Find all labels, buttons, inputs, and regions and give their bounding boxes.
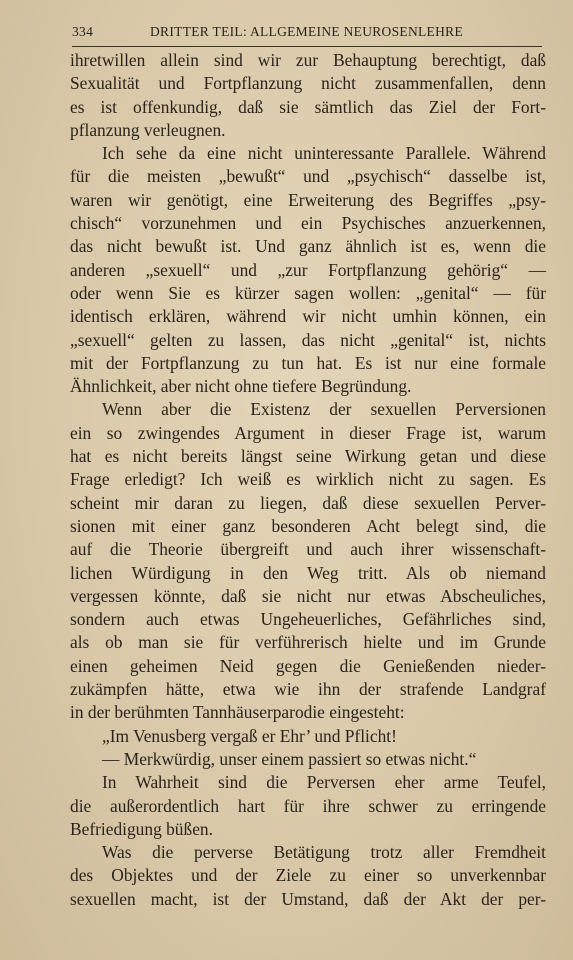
text-line: „sexuell“ gelten zu lassen, das nicht „genital“ ist, nichts (70, 329, 546, 350)
text-line: pflanzung verleugnen. (70, 119, 226, 140)
text-line: chisch“ vorzunehmen und ein Psychisches anzuerkennen, (70, 213, 546, 234)
text-line: scheint mir daran zu liegen, daß diese sexuellen Perver- (70, 492, 546, 513)
text-line: Ich sehe da eine nicht uninteressante Parallele. Während (102, 143, 546, 164)
text-line: lichen Würdigung in den Weg tritt. Als ob niemand (70, 562, 546, 583)
text-line: waren wir genötigt, eine Erweiterung des Begriffes „psy- (70, 189, 546, 210)
text-line: sondern auch etwas Ungeheuerliches, Gefährliches sind, (70, 609, 546, 630)
text-line: als ob man sie für verführerisch hielte und im Grunde (70, 632, 546, 653)
text-line: in der berühmten Tannhäuserparodie eingesteht: (70, 702, 405, 723)
text-line: auf die Theorie übergreift und auch ihrer wissenschaft- (70, 539, 546, 560)
text-line: Ähnlichkeit, aber nicht ohne tiefere Begründung. (70, 376, 412, 397)
text-line: vergessen könnte, daß sie nicht nur etwas Abscheuliches, (70, 585, 546, 606)
text-line: die außerordentlich hart für ihre schwer zu erringende (70, 795, 546, 816)
text-line: sionen mit einer ganz besonderen Acht belegt sind, die (70, 515, 546, 536)
text-line: mit der Fortpflanzung zu tun hat. Es ist nur eine formale (70, 352, 546, 373)
running-title: DRITTER TEIL: ALLGEMEINE NEUROSENLEHRE (150, 24, 463, 39)
text-line: Was die perverse Betätigung trotz aller Fremdheit (102, 842, 546, 863)
running-header (72, 22, 542, 47)
text-line: Frage erledigt? Ich weiß es wirklich nicht zu sagen. Es (70, 469, 546, 490)
text-line: Sexualität und Fortpflanzung nicht zusammenfallen, denn (70, 73, 546, 94)
text-line: In Wahrheit sind die Perversen eher arme Teufel, (102, 772, 546, 793)
text-line: „Im Venusberg vergaß er Ehr’ und Pflicht! (102, 725, 397, 746)
text-line: oder wenn Sie es kürzer sagen wollen: „genital“ — für (70, 282, 546, 303)
text-line: hat es nicht bereits längst seine Wirkung getan und diese (70, 446, 546, 467)
text-line: Befriedigung büßen. (70, 818, 213, 839)
text-line: für die meisten „bewußt“ und „psychisch“ dasselbe ist, (70, 166, 546, 187)
text-line: des Objektes und der Ziele zu einer so unverkennbar (70, 865, 546, 886)
text-line: sexuellen macht, ist der Umstand, daß der Akt der per- (70, 888, 546, 909)
text-line: identisch erklären, während wir nicht umhin können, ein (70, 306, 546, 327)
body-text (70, 49, 546, 911)
text-line: anderen „sexuell“ und „zur Fortpflanzung gehörig“ — (70, 259, 546, 280)
text-line: Wenn aber die Existenz der sexuellen Perversionen (102, 399, 546, 420)
text-line: einen geheimen Neid gegen die Genießenden nieder- (70, 655, 546, 676)
text-line: es ist offenkundig, daß sie sämtlich das Ziel der Fort- (70, 96, 546, 117)
text-line: zukämpfen hätte, etwa wie ihn der strafende Landgraf (70, 679, 546, 700)
page-number: 334 (72, 24, 94, 39)
text-line: ihretwillen allein sind wir zur Behauptung berechtigt, daß (70, 50, 546, 70)
text-line: ein so zwingendes Argument in dieser Frage ist, warum (70, 422, 546, 443)
text-line: — Merkwürdig, unser einem passiert so etwas nicht.“ (102, 748, 477, 769)
text-line: das nicht bewußt ist. Und ganz ähnlich ist es, wenn die (70, 236, 546, 257)
